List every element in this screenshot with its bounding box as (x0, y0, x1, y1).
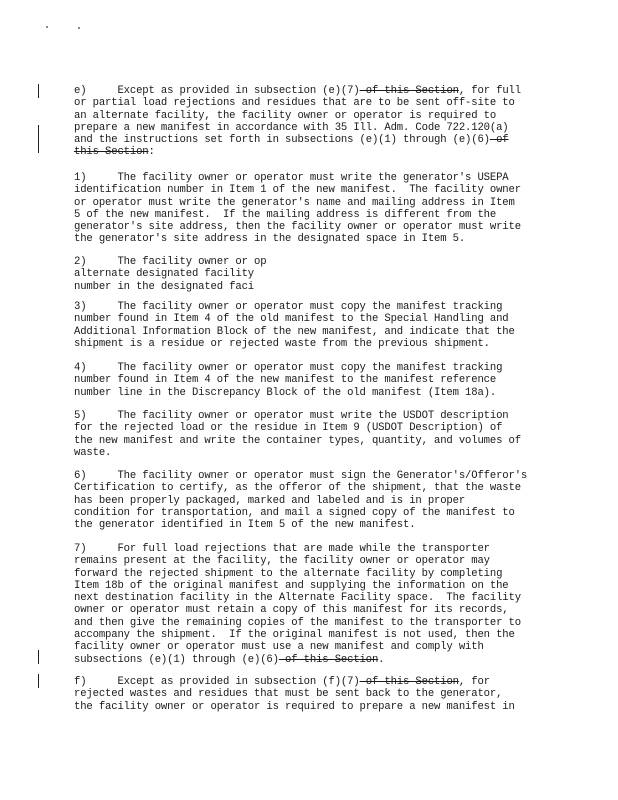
text-line (74, 268, 544, 280)
paragraph-7 (74, 543, 544, 666)
text-line (74, 447, 544, 459)
text-run: 4) The facility owner or operator must copy the manifest tracking (74, 362, 503, 374)
text-line (74, 470, 544, 482)
text-run: generator's site address, then the facility owner or operator must write (74, 221, 521, 234)
text-run: accompany the shipment. If the original manifest is not used, then the (74, 629, 515, 642)
text-run: 7) For full load rejections that are made while the transporter (74, 543, 490, 555)
paragraph-2 (74, 256, 544, 293)
text-line (74, 134, 544, 146)
paragraph-6 (74, 470, 544, 531)
text-run: , for full (458, 85, 521, 97)
text-run: the new manifest and write the container types, quantity, and volumes of (74, 434, 521, 447)
text-line (74, 654, 544, 666)
struck-text: of (489, 134, 509, 147)
paragraph-1 (74, 172, 544, 246)
text-run: identification number in Item 1 of the new manifest. The facility owner (74, 184, 521, 197)
text-run: facility owner or operator must use a new manifest and comply with (74, 641, 484, 654)
text-line (74, 110, 544, 122)
text-line (74, 604, 544, 616)
change-bar (38, 125, 39, 153)
text-line (74, 197, 544, 209)
text-run: number found in Item 4 of the old manifest to the Special Handling and (74, 313, 509, 326)
text-run: forward the rejected shipment to the alternate facility by completing (74, 567, 503, 580)
text-run: number found in Item 4 of the new manifest to the manifest reference (74, 374, 497, 387)
text-run: alternate designated facility (74, 268, 255, 281)
text-run: shipment is a residue or rejected waste from the previous shipment. (74, 337, 490, 350)
text-run: Item 18b of the original manifest and supplying the information on the (74, 579, 509, 592)
text-run: : (148, 146, 155, 159)
struck-text: this Section (74, 146, 149, 159)
paragraph-4 (74, 362, 544, 399)
text-run: f) Except as provided in subsection (f)(7) (74, 676, 360, 688)
text-line (74, 85, 544, 97)
change-bar (38, 674, 39, 688)
text-line (74, 422, 544, 434)
text-line (74, 301, 544, 313)
text-line (74, 362, 544, 374)
text-line (74, 326, 544, 338)
text-run: subsections (e)(1) through (e)(6) (74, 653, 279, 666)
text-line (74, 387, 544, 399)
text-line (74, 435, 544, 447)
text-run: or partial load rejections and residues that are to be sent off-site to (74, 97, 515, 110)
text-line (74, 701, 544, 713)
text-line (74, 338, 544, 350)
text-run: has been properly packaged, marked and labeled and is in proper (74, 494, 466, 507)
text-run: for the rejected load or the residue in Item 9 (USDOT Description) of (74, 422, 503, 435)
text-run: the generator identified in Item 5 of the new manifest. (74, 519, 416, 532)
paragraph-f (74, 676, 544, 713)
text-line (74, 629, 544, 641)
text-run: number line in the Discrepancy Block of the old manifest (Item 18a). (74, 386, 497, 399)
struck-text: of this Section (278, 653, 379, 666)
struck-text: of this Section (359, 85, 459, 97)
text-line (74, 676, 544, 688)
text-run: condition for transportation, and mail a signed copy of the manifest to (74, 506, 515, 519)
text-run: an alternate facility, the facility owner or operator is required to (74, 109, 497, 122)
text-line (74, 209, 544, 221)
text-run: or operator must write the generator's name and mailing address in Item (74, 196, 515, 209)
text-run: the generator's site address in the designated space in Item 5. (74, 233, 466, 246)
text-line (74, 410, 544, 422)
text-run: 3) The facility owner or operator must copy the manifest tracking (74, 301, 503, 313)
change-bar (38, 650, 39, 664)
text-run: e) Except as provided in subsection (e)(7) (74, 85, 360, 97)
text-line (74, 172, 544, 184)
text-line (74, 256, 544, 268)
text-run: 2) The facility owner or op (74, 256, 267, 268)
text-run: , for (458, 676, 490, 688)
scan-speck (78, 27, 80, 29)
text-line (74, 580, 544, 592)
scan-speck (46, 26, 48, 28)
text-run: 5) The facility owner or operator must write the USDOT description (74, 410, 509, 422)
text-run: rejected wastes and residues that must be sent back to the generator, (74, 688, 503, 701)
text-line (74, 617, 544, 629)
text-run: remains present at the facility, the facility owner or operator may (74, 555, 490, 568)
text-line (74, 146, 544, 158)
text-run: next destination facility in the Alternate Facility space. The facility (74, 592, 521, 605)
text-run: 6) The facility owner or operator must sign the Generator's/Offeror's (74, 470, 528, 482)
text-line (74, 555, 544, 567)
text-run: owner or operator must retain a copy of this manifest for its records, (74, 604, 509, 617)
text-run: . (378, 653, 385, 666)
text-run: the facility owner or operator is required to prepare a new manifest in (74, 700, 515, 713)
text-line (74, 495, 544, 507)
text-line (74, 122, 544, 134)
text-line (74, 482, 544, 494)
text-run: and the instructions set forth in subsections (e)(1) through (e)(6) (74, 134, 490, 147)
text-line (74, 184, 544, 196)
text-line (74, 519, 544, 531)
text-line (74, 507, 544, 519)
text-run: and then give the remaining copies of the manifest to the transporter to (74, 616, 521, 629)
text-line (74, 688, 544, 700)
text-run: prepare a new manifest in accordance with 35 Ill. Adm. Code 722.120(a) (74, 121, 509, 134)
text-line (74, 641, 544, 653)
text-line (74, 543, 544, 555)
text-run: waste. (74, 446, 112, 459)
text-line (74, 568, 544, 580)
text-line (74, 97, 544, 109)
text-run: Certification to certify, as the offeror of the shipment, that the waste (74, 482, 521, 495)
text-line (74, 221, 544, 233)
text-run: Additional Information Block of the new manifest, and indicate that the (74, 325, 515, 338)
text-line (74, 281, 544, 293)
paragraph-5 (74, 410, 544, 459)
text-line (74, 313, 544, 325)
text-line (74, 374, 544, 386)
text-run: number in the designated faci (74, 280, 255, 293)
text-line (74, 233, 544, 245)
text-run: 5 of the new manifest. If the mailing address is different from the (74, 208, 497, 221)
text-run: 1) The facility owner or operator must write the generator's USEPA (74, 172, 509, 184)
text-line (74, 592, 544, 604)
change-bar (38, 84, 39, 98)
struck-text: of this Section (359, 676, 459, 688)
paragraph-e (74, 85, 544, 159)
paragraph-3 (74, 301, 544, 350)
